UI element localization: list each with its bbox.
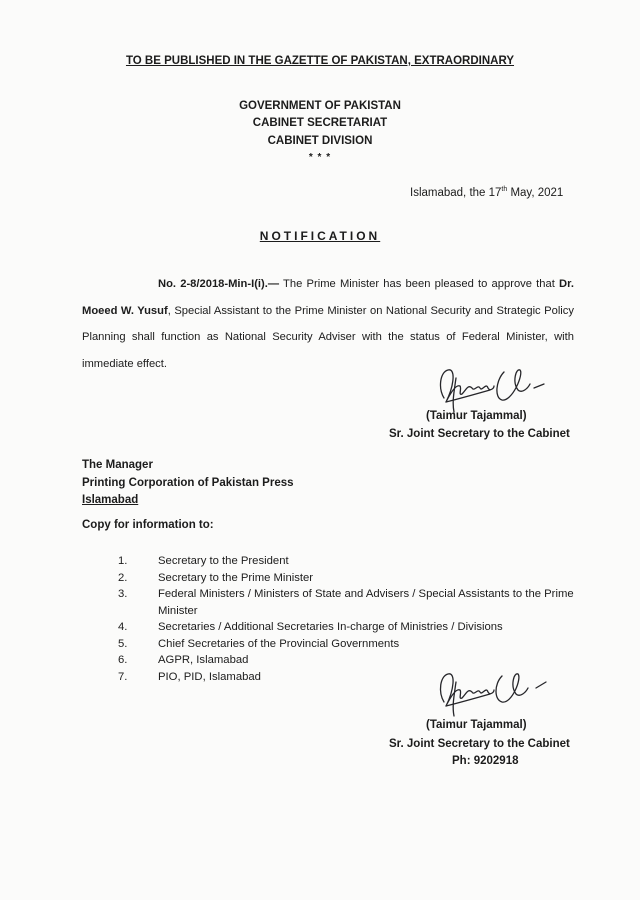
list-item: 2. Secretary to the Prime Minister [118,571,314,584]
secretariat-heading: CABINET SECRETARIAT [252,117,388,129]
stars-separator: * * * [308,152,332,163]
notification-text-2: , Special Assistant to the Prime Minister on National Security and Strategic Policy Planning shall function as National Security Adviser with the status of Federal Minister, with immediate effect. [82,304,574,370]
addressee-line1: The Manager [82,459,153,471]
date-line [410,186,563,199]
copy-heading: Copy for information to: [82,519,214,531]
addressee-block [82,457,294,510]
addressee-line2: Printing Corporation of Pakistan Press [82,476,294,489]
list-item: 1. Secretary to the President [118,555,289,567]
signatory-name-2: (Taimur Tajammal) [426,719,527,731]
list-item: 7. PIO, PID, Islamabad [118,670,261,683]
list-item: 5. Chief Secretaries of the Provincial Governments [118,637,400,650]
signatory-name: (Taimur Tajammal) [426,410,527,422]
list-item: 6. AGPR, Islamabad [118,654,249,666]
signatory-designation-2: Sr. Joint Secretary to the Cabinet [389,738,570,750]
notification-person: Dr. Moeed W. Yusuf [82,278,574,317]
date-superscript: th [501,186,508,193]
government-heading: GOVERNMENT OF PAKISTAN [239,100,401,112]
signatory-phone: Ph: 9202918 [452,755,519,767]
notification-number: No. 2-8/2018-Min-I(i).— [158,278,280,290]
notification-text-1: The Prime Minister has been pleased to approve that [279,278,560,290]
division-heading: CABINET DIVISION [267,135,373,147]
date-suffix: May, 2021 [507,186,564,199]
notification-title: NOTIFICATION [259,229,381,243]
addressee-line3: Islamabad [82,494,139,506]
signature-image [432,660,552,720]
date-prefix: Islamabad, the 17 [410,186,502,199]
list-item: 3. Federal Ministers / Ministers of State and Advisers / Special Assistants to the Prime Minister [118,588,574,617]
signatory-designation: Sr. Joint Secretary to the Cabinet [389,428,570,440]
list-item: 4. Secretaries / Additional Secretaries In-charge of Ministries / Divisions [118,621,503,633]
gazette-heading: TO BE PUBLISHED IN THE GAZETTE OF PAKISTAN, EXTRAORDINARY [125,55,515,67]
signature-image [432,358,552,418]
